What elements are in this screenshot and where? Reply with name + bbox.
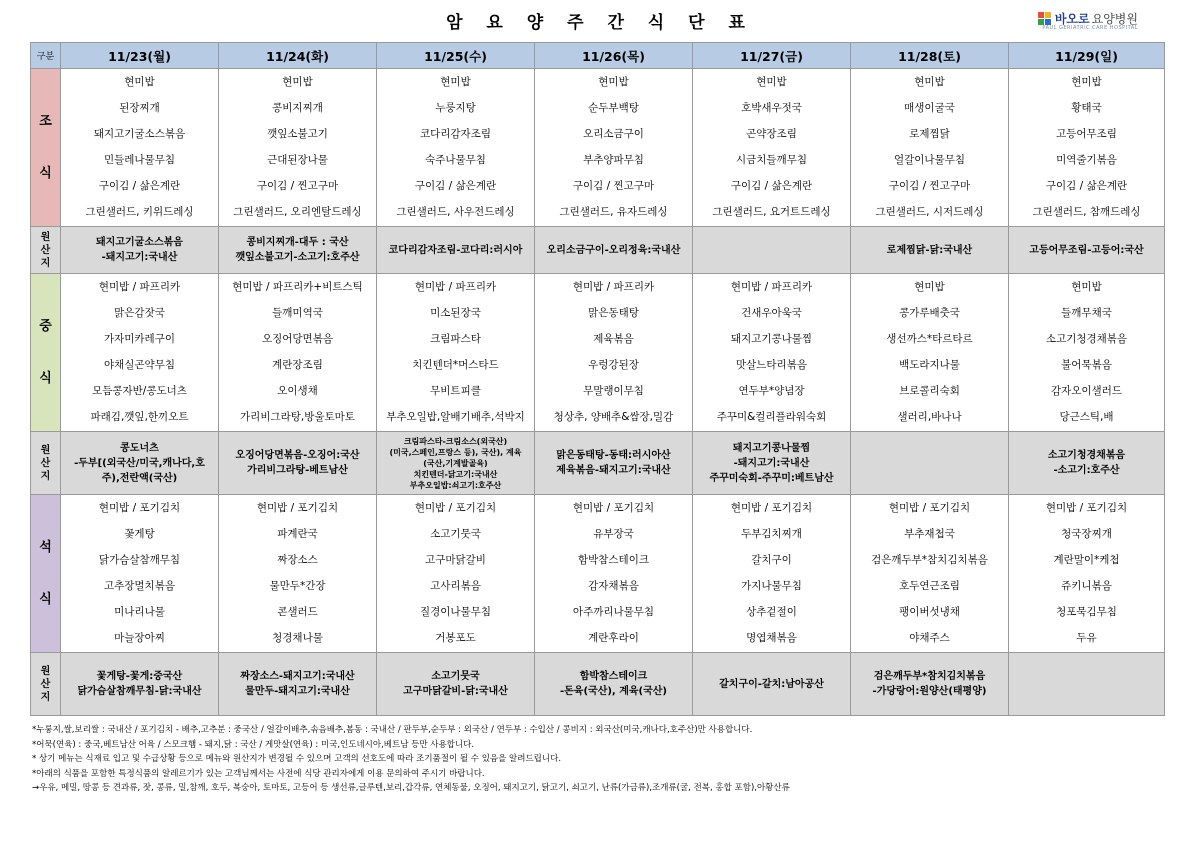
menu-item: 크림파스타 bbox=[430, 333, 481, 345]
menu-item: 부추재첩국 bbox=[904, 528, 955, 540]
dinner-row bbox=[31, 495, 1165, 653]
lunch-day-cell bbox=[1009, 274, 1165, 432]
menu-item: 들깨무채국 bbox=[1061, 307, 1112, 319]
origin-line: 검은깨두부*참치김치볶음 bbox=[873, 671, 986, 682]
menu-item: 미나리나물 bbox=[114, 606, 165, 618]
breakfast-day-cell bbox=[851, 69, 1009, 227]
origin-cell bbox=[1009, 432, 1165, 495]
origin-line: 크림파스타-크림소스(외국산) bbox=[403, 436, 508, 446]
menu-item: 현미밥 / 파프리카+비트스틱 bbox=[232, 281, 363, 293]
menu-item: 우렁강된장 bbox=[588, 359, 639, 371]
lunch-day-cell bbox=[693, 274, 851, 432]
menu-item: 구이김 / 찐고구마 bbox=[888, 180, 971, 192]
menu-item: 마늘장아찌 bbox=[114, 632, 165, 644]
menu-item: 검은깨두부*참치김치볶음 bbox=[871, 554, 988, 566]
origin-line: (국산,기계발골육) bbox=[423, 458, 488, 468]
menu-item: 호박새우젓국 bbox=[741, 102, 802, 114]
menu-item: 주꾸미&컬리플라워숙회 bbox=[716, 411, 827, 423]
origin-cell bbox=[377, 227, 535, 274]
breakfast-day-cell bbox=[61, 69, 219, 227]
menu-item: 고추장멸치볶음 bbox=[103, 580, 175, 592]
menu-item: 얼갈이나물무침 bbox=[893, 154, 965, 166]
menu-item: 감자채볶음 bbox=[588, 580, 639, 592]
origin-line: 꽃게탕-꽃게:중국산 bbox=[96, 671, 183, 682]
breakfast-day-cell bbox=[219, 69, 377, 227]
origin-line: 고등어무조림-고등어:국산 bbox=[1029, 244, 1144, 256]
menu-item: 계란장조림 bbox=[272, 359, 323, 371]
breakfast-row bbox=[31, 69, 1165, 227]
dinner-origin-row bbox=[31, 653, 1165, 716]
origin-line: 깻잎소불고기-소고기:호주산 bbox=[235, 252, 360, 263]
menu-item: 오이생채 bbox=[277, 385, 318, 397]
menu-item: 질경이나물무침 bbox=[419, 606, 491, 618]
lunch-day-cell bbox=[61, 274, 219, 432]
menu-item: 구이김 / 삶은계란 bbox=[98, 180, 181, 192]
menu-item: 현미밥 / 포기김치 bbox=[888, 502, 971, 514]
menu-item: 물만두*간장 bbox=[269, 580, 326, 592]
menu-item: 구이김 / 삶은계란 bbox=[1045, 180, 1128, 192]
origin-cell bbox=[219, 432, 377, 495]
menu-item: 상추겉절이 bbox=[746, 606, 797, 618]
origin-line: -두부[(외국산/미국,캐나다,호 bbox=[74, 457, 205, 469]
menu-item: 로제찜닭 bbox=[909, 128, 950, 140]
menu-item: 현미밥 / 포기김치 bbox=[1045, 502, 1128, 514]
notes bbox=[32, 723, 790, 796]
menu-item: 팽이버섯냉채 bbox=[899, 606, 960, 618]
origin-line: 오징어당면볶음-오징어:국산 bbox=[235, 450, 360, 461]
origin-cell bbox=[1009, 653, 1165, 716]
lunch-row bbox=[31, 274, 1165, 432]
menu-item: 현미밥 bbox=[914, 281, 945, 293]
menu-item: 현미밥 bbox=[914, 76, 945, 88]
menu-item: 된장찌개 bbox=[119, 102, 160, 114]
menu-item: 파계란국 bbox=[277, 528, 318, 540]
menu-item: 고구마닭갈비 bbox=[425, 554, 486, 566]
menu-item: 명엽채볶음 bbox=[746, 632, 797, 644]
origin-cell bbox=[693, 432, 851, 495]
origin-line: 갈치구이-갈치:남아공산 bbox=[719, 678, 824, 690]
menu-item: 감자오이샐러드 bbox=[1050, 385, 1122, 397]
menu-item: 불어묵볶음 bbox=[1061, 359, 1112, 371]
day-header: 11/25(수) bbox=[377, 43, 535, 69]
menu-item: 두부김치찌개 bbox=[741, 528, 802, 540]
day-header: 11/29(일) bbox=[1009, 43, 1165, 69]
menu-item: 가지나물무침 bbox=[741, 580, 802, 592]
menu-item: 콘샐러드 bbox=[277, 606, 318, 618]
origin-cell bbox=[693, 653, 851, 716]
menu-item: 청포묵김무침 bbox=[1056, 606, 1117, 618]
menu-item: 민들레나물무침 bbox=[103, 154, 175, 166]
day-header: 11/28(토) bbox=[851, 43, 1009, 69]
origin-line: 짜장소스-돼지고기:국내산 bbox=[240, 671, 355, 682]
origin-line: -돼지고기:국내산 bbox=[733, 457, 810, 469]
lunch-day-cell bbox=[377, 274, 535, 432]
menu-item: 맑은동태탕 bbox=[588, 307, 639, 319]
menu-item: 현미밥 bbox=[1071, 281, 1102, 293]
menu-item: 근대된장나물 bbox=[267, 154, 328, 166]
menu-item: 모듬콩자반/콩도너츠 bbox=[92, 385, 187, 397]
note-line: * 상기 메뉴는 식재료 입고 및 수급상황 등으로 메뉴와 원산지가 변경될 수 있으며 고객의 선호도에 따라 조기품절이 될 수 있음을 알려드립니다. bbox=[32, 754, 562, 765]
origin-cell bbox=[693, 227, 851, 274]
origin-line: 콩도너츠 bbox=[120, 442, 159, 454]
origin-line: 콩비지찌개-대두 : 국산 bbox=[246, 237, 349, 248]
menu-item: 그린샐러드, 요거트드레싱 bbox=[712, 206, 831, 218]
menu-item: 구이김 / 찐고구마 bbox=[256, 180, 339, 192]
menu-item: 콩가루배춧국 bbox=[899, 307, 960, 319]
menu-item: 무비트피클 bbox=[430, 385, 481, 397]
origin-cell bbox=[535, 432, 693, 495]
menu-item: 오리소금구이 bbox=[583, 128, 644, 140]
logo-icon bbox=[1038, 12, 1052, 25]
origin-label: 원 산 지 bbox=[31, 432, 61, 495]
origin-line: -돼지고기:국내산 bbox=[101, 252, 178, 263]
menu-item: 두유 bbox=[1076, 632, 1097, 644]
menu-item: 현미밥 / 파프리카 bbox=[730, 281, 813, 293]
origin-line: 코다리감자조림-코다리:러시아 bbox=[388, 244, 523, 256]
menu-item: 곤약장조림 bbox=[746, 128, 797, 140]
menu-item: 맛살느타리볶음 bbox=[735, 359, 807, 371]
origin-line: 소고기청경채볶음 bbox=[1047, 450, 1126, 461]
menu-item: 그린샐러드, 오리엔탈드레싱 bbox=[233, 206, 362, 218]
menu-item: 갈치구이 bbox=[751, 554, 792, 566]
breakfast-label: 조 식 bbox=[31, 69, 61, 227]
menu-item: 현미밥 / 파프리카 bbox=[414, 281, 497, 293]
menu-item: 그린샐러드, 시저드레싱 bbox=[875, 206, 984, 218]
menu-item: 무말랭이무침 bbox=[583, 385, 644, 397]
menu-item: 짜장소스 bbox=[277, 554, 318, 566]
menu-item: 현미밥 / 파프리카 bbox=[572, 281, 655, 293]
note-line: →우유, 메밀, 땅콩 등 견과류, 잣, 콩류, 밀,참깨, 호두, 복숭아, 토마토, 고등어 등 생선류,글루텐,보리,갑각류, 연체동물, 오징어, 돼지고기, 닭고기, 쇠고기, 난류(가금류),조개류(굴, 전복, 홍합 포함),아황산류 bbox=[32, 783, 790, 794]
menu-item: 누룽지탕 bbox=[435, 102, 476, 114]
origin-line: 주꾸미숙회-주꾸미:베트남산 bbox=[709, 472, 834, 484]
dinner-day-cell bbox=[851, 495, 1009, 653]
menu-item: 현미밥 bbox=[440, 76, 471, 88]
origin-line: 가리비그라탕-베트남산 bbox=[247, 465, 348, 476]
menu-item: 미역줄기볶음 bbox=[1056, 154, 1117, 166]
menu-item: 거봉포도 bbox=[435, 632, 476, 644]
menu-item: 부추양파무침 bbox=[583, 154, 644, 166]
origin-cell bbox=[535, 227, 693, 274]
dinner-day-cell bbox=[1009, 495, 1165, 653]
menu-item: 구이김 / 삶은계란 bbox=[730, 180, 813, 192]
menu-item: 돼지고기굴소스볶음 bbox=[93, 128, 186, 140]
origin-line: 돼지고기콩나물찜 bbox=[732, 442, 811, 454]
day-header: 11/23(월) bbox=[61, 43, 219, 69]
menu-item: 시금치들깨무침 bbox=[735, 154, 807, 166]
origin-cell bbox=[535, 653, 693, 716]
menu-item: 야채주스 bbox=[909, 632, 950, 644]
menu-item: 브로콜리숙회 bbox=[899, 385, 960, 397]
breakfast-day-cell bbox=[377, 69, 535, 227]
menu-item: 매생이굴국 bbox=[904, 102, 955, 114]
menu-item: 청상추, 양배추&쌈장,밀감 bbox=[553, 411, 674, 423]
weekly-menu-table bbox=[30, 42, 1165, 716]
origin-cell bbox=[377, 653, 535, 716]
origin-line: 맑은동태탕-동태:러시아산 bbox=[556, 450, 671, 461]
dinner-label: 석 식 bbox=[31, 495, 61, 653]
menu-item: 아주까리나물무침 bbox=[572, 606, 655, 618]
menu-item: 청국장찌개 bbox=[1061, 528, 1112, 540]
logo-brand: 바오로 bbox=[1054, 12, 1090, 26]
dinner-day-cell bbox=[219, 495, 377, 653]
day-header: 11/26(목) bbox=[535, 43, 693, 69]
menu-item: 현미밥 bbox=[1071, 76, 1102, 88]
origin-cell bbox=[851, 432, 1009, 495]
menu-item: 현미밥 bbox=[756, 76, 787, 88]
menu-item: 숙주나물무침 bbox=[425, 154, 486, 166]
origin-cell bbox=[1009, 227, 1165, 274]
origin-line: 오리소금구이-오리정육:국내산 bbox=[546, 244, 681, 256]
lunch-day-cell bbox=[535, 274, 693, 432]
note-line: *어묵(연육) : 중국,베트남산 어육 / 스모크햄 - 돼지,닭 : 국산 / 게맛살(연육) : 미국,인도네시아,베트남 등만 사용합니다. bbox=[32, 739, 475, 750]
menu-item: 가자미카레구이 bbox=[103, 333, 175, 345]
menu-item: 건새우아욱국 bbox=[741, 307, 802, 319]
origin-cell bbox=[219, 227, 377, 274]
menu-item: 오징어당면볶음 bbox=[261, 333, 333, 345]
menu-item: 현미밥 / 포기김치 bbox=[256, 502, 339, 514]
menu-item: 순두부백탕 bbox=[588, 102, 639, 114]
origin-line: 돼지고기굴소스볶음 bbox=[96, 237, 183, 248]
header-row bbox=[31, 43, 1165, 69]
menu-item: 쥬키니볶음 bbox=[1061, 580, 1112, 592]
origin-line: -소고기:호주산 bbox=[1053, 465, 1120, 476]
menu-item: 소고기뭇국 bbox=[430, 528, 481, 540]
origin-cell bbox=[61, 653, 219, 716]
note-line: *누룽지,쌀,보리쌀 : 국내산 / 포기김치 - 배추,고추분 : 중국산 / 얼갈이배추,솎음배추,봄동 : 국내산 / 판두부,순두부 : 외국산 / 연두부 : 수입산 / 콩비지 : 외국산(미국,캐나다,호주산)만 사용합니다. bbox=[32, 725, 753, 735]
origin-line: (미국,스페인,프랑스 등), 국산), 계육 bbox=[389, 447, 522, 457]
origin-cell bbox=[219, 653, 377, 716]
origin-line: 제육볶음-돼지고기:국내산 bbox=[556, 465, 671, 476]
menu-item: 부추오일밥,알배기배추,석박지 bbox=[386, 411, 525, 423]
dinner-day-cell bbox=[693, 495, 851, 653]
menu-item: 야채실곤약무침 bbox=[103, 359, 175, 371]
origin-label: 원 산 지 bbox=[31, 227, 61, 274]
menu-item: 꽃게탕 bbox=[124, 528, 155, 540]
menu-item: 파래김,깻잎,한끼오트 bbox=[90, 411, 189, 423]
menu-item: 당근스틱,배 bbox=[1059, 411, 1114, 423]
menu-item: 들깨미역국 bbox=[272, 307, 323, 319]
origin-line: 닭가슴살참깨무침-닭:국내산 bbox=[77, 686, 202, 697]
origin-label: 원 산 지 bbox=[31, 653, 61, 716]
note-line: *아래의 식품을 포함한 특정식품의 알레르기가 있는 고객님께서는 사전에 식당 관리자에게 이용 문의하여 주시기 바랍니다. bbox=[32, 768, 485, 779]
breakfast-origin-row bbox=[31, 227, 1165, 274]
menu-item: 가리비그라탕,방울토마토 bbox=[240, 411, 355, 423]
menu-item: 유부장국 bbox=[593, 528, 634, 540]
menu-item: 현미밥 / 파프리카 bbox=[98, 281, 181, 293]
menu-item: 청경채나물 bbox=[272, 632, 323, 644]
lunch-day-cell bbox=[219, 274, 377, 432]
menu-item: 현미밥 / 포기김치 bbox=[98, 502, 181, 514]
menu-item: 소고기청경채볶음 bbox=[1045, 333, 1128, 345]
menu-item: 현미밥 / 포기김치 bbox=[572, 502, 655, 514]
origin-line: -돈육(국산), 계육(국산) bbox=[560, 686, 667, 697]
menu-item: 구이김 / 찐고구마 bbox=[572, 180, 655, 192]
menu-item: 함박참스테이크 bbox=[577, 554, 649, 566]
menu-item: 돼지고기콩나물찜 bbox=[730, 333, 813, 345]
menu-item: 고등어무조림 bbox=[1056, 128, 1117, 140]
menu-item: 생선까스*타르타르 bbox=[886, 333, 973, 345]
menu-item: 샐러리,바나나 bbox=[897, 411, 962, 423]
menu-item: 미소된장국 bbox=[430, 307, 481, 319]
menu-item: 깻잎소불고기 bbox=[267, 128, 328, 140]
origin-cell bbox=[377, 432, 535, 495]
menu-item: 코다리감자조림 bbox=[419, 128, 491, 140]
menu-item: 콩비지찌개 bbox=[272, 102, 323, 114]
breakfast-day-cell bbox=[693, 69, 851, 227]
menu-item: 닭가슴살참깨무침 bbox=[98, 554, 181, 566]
origin-line: 고구마닭갈비-닭:국내산 bbox=[403, 686, 508, 697]
origin-line: 부추오일밥:쇠고기:호주산 bbox=[409, 480, 502, 490]
gubun-header: 구분 bbox=[31, 43, 61, 69]
menu-item: 백도라지나물 bbox=[899, 359, 960, 371]
day-header: 11/27(금) bbox=[693, 43, 851, 69]
menu-item: 현미밥 / 포기김치 bbox=[414, 502, 497, 514]
menu-item: 치킨텐더*머스타드 bbox=[412, 359, 499, 371]
lunch-origin-row bbox=[31, 432, 1165, 495]
menu-item: 그린샐러드, 유자드레싱 bbox=[559, 206, 668, 218]
origin-line: 로제찜닭-닭:국내산 bbox=[886, 244, 973, 256]
menu-item: 호두연근조림 bbox=[899, 580, 960, 592]
origin-line: 물만두-돼지고기:국내산 bbox=[245, 686, 350, 697]
lunch-label: 중 식 bbox=[31, 274, 61, 432]
origin-line: -가당랑어:원양산(태평양) bbox=[872, 686, 987, 697]
breakfast-day-cell bbox=[1009, 69, 1165, 227]
menu-item: 현미밥 / 포기김치 bbox=[730, 502, 813, 514]
menu-item: 제육볶음 bbox=[593, 333, 634, 345]
menu-item: 현미밥 bbox=[598, 76, 629, 88]
menu-item: 그린샐러드, 키위드레싱 bbox=[85, 206, 194, 218]
lunch-day-cell bbox=[851, 274, 1009, 432]
dinner-day-cell bbox=[61, 495, 219, 653]
menu-item: 계란후라이 bbox=[588, 632, 639, 644]
origin-cell bbox=[61, 227, 219, 274]
origin-line: 소고기뭇국 bbox=[431, 671, 480, 682]
menu-item: 맑은감잣국 bbox=[114, 307, 165, 319]
origin-cell bbox=[61, 432, 219, 495]
menu-item: 고사리볶음 bbox=[430, 580, 481, 592]
origin-cell bbox=[851, 227, 1009, 274]
dinner-day-cell bbox=[535, 495, 693, 653]
menu-item: 현미밥 bbox=[124, 76, 155, 88]
dinner-day-cell bbox=[377, 495, 535, 653]
origin-cell bbox=[851, 653, 1009, 716]
menu-item: 구이김 / 삶은계란 bbox=[414, 180, 497, 192]
origin-line: 주),전란액(국산) bbox=[101, 472, 178, 484]
logo-tagline: PAUL GERIATRIC CARE HOSPITAL bbox=[1042, 25, 1138, 31]
menu-item: 계란말이*케첩 bbox=[1053, 554, 1120, 566]
breakfast-day-cell bbox=[535, 69, 693, 227]
menu-item: 연두부*양념장 bbox=[738, 385, 805, 397]
page-title: 암 요 양 주 간 식 단 표 bbox=[446, 13, 754, 33]
origin-line: 치킨텐더-닭고기:국내산 bbox=[413, 469, 498, 479]
menu-item: 황태국 bbox=[1071, 102, 1102, 114]
menu-item: 그린샐러드, 참깨드레싱 bbox=[1032, 206, 1141, 218]
logo-suffix: 요양병원 bbox=[1091, 12, 1138, 26]
origin-line: 함박참스테이크 bbox=[579, 671, 648, 682]
day-header: 11/24(화) bbox=[219, 43, 377, 69]
menu-item: 현미밥 bbox=[282, 76, 313, 88]
menu-item: 그린샐러드, 사우전드레싱 bbox=[396, 206, 515, 218]
